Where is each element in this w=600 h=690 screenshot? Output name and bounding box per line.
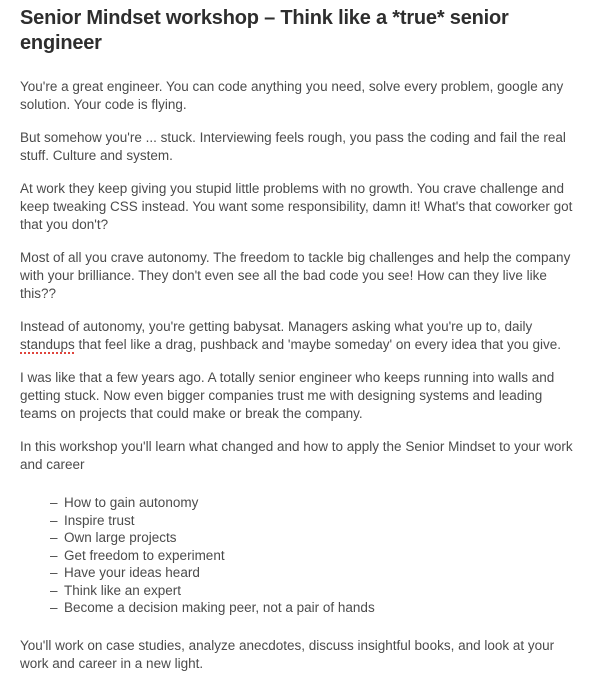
paragraph-workshop-intro: In this workshop you'll learn what changed and how to apply the Senior Mindset to your work and career xyxy=(20,439,573,472)
paragraph-crave-autonomy: Most of all you crave autonomy. The freedom to tackle big challenges and help the company with your brilliance. They don't even see all the bad code you see! How can they live like this?? xyxy=(20,250,571,301)
topic-item-decision-peer: – Become a decision making peer, not a pair of hands xyxy=(64,599,580,617)
paragraph-babysat-after: that feel like a drag, pushback and 'maybe someday' on every idea that you give. xyxy=(74,337,561,352)
topic-item-trust: – Inspire trust xyxy=(64,512,580,530)
paragraph-closing: You'll work on case studies, analyze anecdotes, discuss insightful books, and look at your work and career in a new light. xyxy=(20,637,555,671)
topic-item-autonomy: – How to gain autonomy xyxy=(64,494,580,512)
misspelled-word-standups: standups xyxy=(20,337,75,352)
paragraph-my-story: I was like that a few years ago. A totally senior engineer who keeps running into walls and getting stuck. Now even bigger companies trust me with designing systems and leading teams on projects that could make or break the company. xyxy=(20,370,555,421)
paragraph-no-growth: At work they keep giving you stupid little problems with no growth. You crave challenge and keep tweaking CSS instead. You want some responsibility, damn it! What's that coworker got that you don't? xyxy=(20,181,573,232)
page-title: Senior Mindset workshop – Think like a *true* senior engineer xyxy=(20,7,509,54)
paragraph-stuck: But somehow you're ... stuck. Interviewing feels rough, you pass the coding and fail the real stuff. Culture and system. xyxy=(20,130,566,163)
workshop-topics-list xyxy=(20,494,580,617)
topic-item-ideas: – Have your ideas heard xyxy=(64,564,580,582)
topic-item-experiment: – Get freedom to experiment xyxy=(64,547,580,565)
topic-item-expert: – Think like an expert xyxy=(64,582,580,600)
paragraph-babysat-before: Instead of autonomy, you're getting babysat. Managers asking what you're up to, daily xyxy=(20,319,533,334)
paragraph-great-engineer: You're a great engineer. You can code anything you need, solve every problem, google any solution. Your code is flying. xyxy=(20,79,564,112)
paragraph-babysat xyxy=(20,318,580,354)
topic-item-projects: – Own large projects xyxy=(64,529,580,547)
